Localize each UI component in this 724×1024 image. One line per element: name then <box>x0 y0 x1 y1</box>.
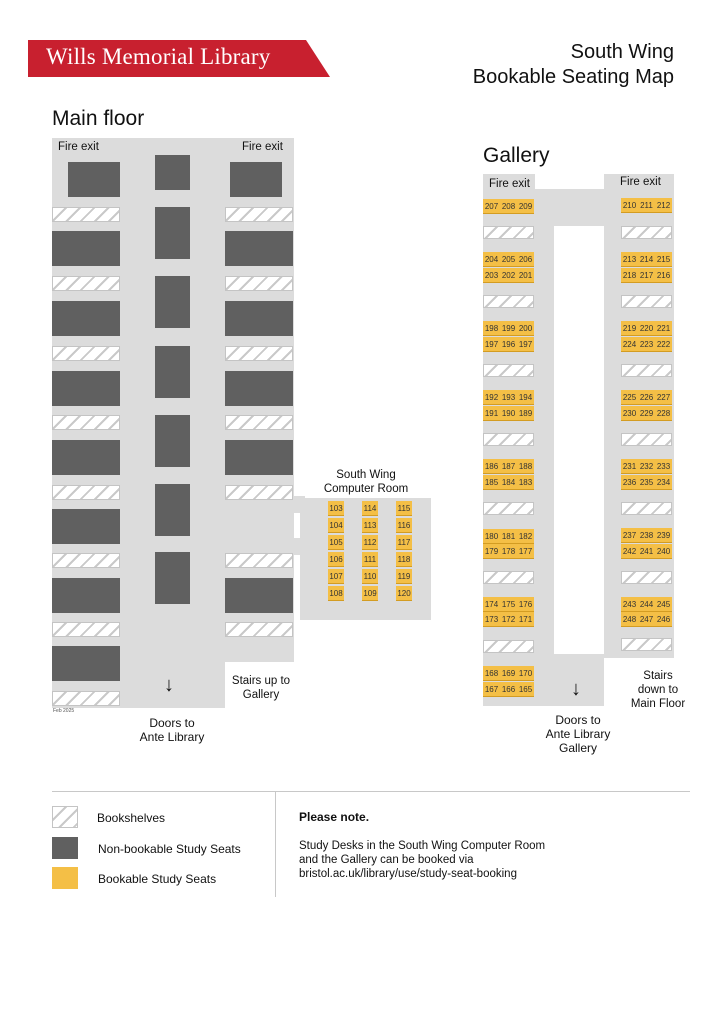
non-bookable-desk <box>225 578 293 613</box>
bookable-seat[interactable]: 104 <box>328 518 344 533</box>
bookable-seat[interactable]: 212 <box>655 198 672 213</box>
bookable-seat[interactable]: 240 <box>655 544 672 559</box>
bookable-seat[interactable]: 202 <box>500 268 517 283</box>
bookable-seat[interactable]: 246 <box>655 612 672 627</box>
bookable-seat[interactable]: 116 <box>396 518 412 533</box>
gallery-doors-line3: Gallery <box>558 741 597 755</box>
note-line3: bristol.ac.uk/library/use/study-seat-booking <box>299 868 517 880</box>
bookable-seat[interactable]: 244 <box>638 597 655 612</box>
bookable-seat[interactable]: 180 <box>483 529 500 544</box>
gallery-title: Gallery <box>483 144 550 167</box>
bookable-seat[interactable]: 215 <box>655 252 672 267</box>
gallery-stairs-line2: down to <box>637 684 679 696</box>
note-title: Please note. <box>299 810 370 824</box>
bookable-seat[interactable]: 183 <box>517 475 534 490</box>
bookshelf <box>621 364 672 377</box>
bookable-seat[interactable]: 201 <box>517 268 534 283</box>
bookable-seat[interactable]: 214 <box>638 252 655 267</box>
bookable-seat[interactable]: 165 <box>517 682 534 697</box>
bookable-seat[interactable]: 205 <box>500 252 517 267</box>
doors-line2: Ante Library <box>139 730 205 744</box>
stairs-up-line2: Gallery <box>242 689 280 701</box>
legend-bookshelves: Bookshelves <box>97 811 166 825</box>
bookable-seat[interactable]: 115 <box>396 501 412 516</box>
bookable-seat[interactable]: 185 <box>483 475 500 490</box>
bookable-seat[interactable]: 228 <box>655 406 672 421</box>
non-bookable-desk <box>155 552 190 604</box>
non-bookable-desk <box>155 207 190 259</box>
bookable-seat[interactable]: 221 <box>655 321 672 336</box>
bookshelf <box>52 691 120 706</box>
bookable-seat[interactable]: 203 <box>483 268 500 283</box>
bookable-seat[interactable]: 245 <box>655 597 672 612</box>
bookable-seat[interactable]: 166 <box>500 682 517 697</box>
bookshelf <box>52 415 120 430</box>
bookshelf <box>483 295 534 308</box>
doors-line1: Doors to <box>149 716 195 730</box>
bookable-seat[interactable]: 199 <box>500 321 517 336</box>
bookshelf <box>225 276 293 291</box>
bookable-seat[interactable]: 247 <box>638 612 655 627</box>
bookable-seat[interactable]: 167 <box>483 682 500 697</box>
bookable-seat[interactable]: 181 <box>500 529 517 544</box>
non-bookable-desk <box>52 371 120 406</box>
bookable-seat[interactable]: 216 <box>655 268 672 283</box>
bookable-seat[interactable]: 230 <box>621 406 638 421</box>
bookable-seat[interactable]: 204 <box>483 252 500 267</box>
bookable-seat[interactable]: 239 <box>655 528 672 543</box>
bookable-seat[interactable]: 223 <box>638 337 655 352</box>
down-arrow-icon: ↓ <box>164 674 174 696</box>
bookable-seat[interactable]: 110 <box>362 569 378 584</box>
stairs-up-line1: Stairs up to <box>231 675 291 687</box>
non-bookable-desk <box>225 371 293 406</box>
legend-bookable-swatch <box>52 867 78 889</box>
computer-room-title <box>305 468 427 496</box>
gallery-void <box>554 226 604 654</box>
gallery-doors-line2: Ante Library <box>545 727 611 741</box>
bookable-seat[interactable]: 111 <box>362 552 378 567</box>
bookable-seat[interactable]: 108 <box>328 586 344 601</box>
bookable-seat[interactable]: 235 <box>638 475 655 490</box>
map-title-line1: South Wing <box>570 41 674 63</box>
bookable-seat[interactable]: 217 <box>638 268 655 283</box>
bookshelf <box>483 226 534 239</box>
non-bookable-desk <box>225 301 293 336</box>
non-bookable-desk <box>155 415 190 467</box>
bookable-seat[interactable]: 224 <box>621 337 638 352</box>
bookable-seat[interactable]: 176 <box>517 597 534 612</box>
bookable-seat[interactable]: 188 <box>517 459 534 474</box>
legend-divider <box>52 791 690 792</box>
bookable-seat[interactable]: 209 <box>517 199 534 214</box>
bookable-seat[interactable]: 191 <box>483 406 500 421</box>
gallery-doors-line1: Doors to <box>555 713 601 727</box>
bookshelf <box>225 485 293 500</box>
gallery-stairs-label <box>622 669 694 711</box>
bookshelf <box>52 553 120 568</box>
bookable-seat[interactable]: 193 <box>500 390 517 405</box>
bookable-seat[interactable]: 194 <box>517 390 534 405</box>
bookable-seat[interactable]: 226 <box>638 390 655 405</box>
bookshelf <box>225 553 293 568</box>
bookable-seat[interactable]: 109 <box>362 586 378 601</box>
gallery-down-arrow-icon: ↓ <box>571 678 581 700</box>
bookable-seat[interactable]: 113 <box>362 518 378 533</box>
gallery-doors-label <box>532 713 624 755</box>
computer-room-line1: South Wing <box>336 469 396 481</box>
bookshelf <box>483 433 534 446</box>
bookable-seat[interactable]: 233 <box>655 459 672 474</box>
bookable-seat[interactable]: 225 <box>621 390 638 405</box>
bookable-seat[interactable]: 168 <box>483 666 500 681</box>
bookable-seat[interactable]: 237 <box>621 528 638 543</box>
bookable-seat[interactable]: 210 <box>621 198 638 213</box>
non-bookable-desk <box>155 276 190 328</box>
gallery-cutout <box>535 173 604 189</box>
bookshelf <box>52 207 120 222</box>
non-bookable-desk <box>225 440 293 475</box>
gallery-fire-exit-right: Fire exit <box>620 176 661 188</box>
bookshelf <box>621 638 672 651</box>
bookable-seat[interactable]: 175 <box>500 597 517 612</box>
bookable-seat[interactable]: 184 <box>500 475 517 490</box>
bookshelf <box>621 571 672 584</box>
bookable-seat[interactable]: 189 <box>517 406 534 421</box>
bookable-seat[interactable]: 119 <box>396 569 412 584</box>
bookable-seat[interactable]: 171 <box>517 612 534 627</box>
main-fire-exit-right: Fire exit <box>242 141 283 153</box>
brand-title: Wills Memorial Library <box>46 44 271 69</box>
bookable-seat[interactable]: 243 <box>621 597 638 612</box>
bookshelf <box>225 622 293 637</box>
bookable-seat[interactable]: 219 <box>621 321 638 336</box>
gallery-stairs-line3: Main Floor <box>630 698 686 710</box>
non-bookable-desk <box>230 162 282 197</box>
bookable-seat[interactable]: 213 <box>621 252 638 267</box>
bookable-seat[interactable]: 200 <box>517 321 534 336</box>
stairs-up-label <box>224 674 298 702</box>
main-floor-title: Main floor <box>52 107 145 130</box>
map-title-line2: Bookable Seating Map <box>472 66 674 88</box>
non-bookable-desk <box>155 484 190 536</box>
legend-non-bookable: Non-bookable Study Seats <box>98 842 241 856</box>
note-body <box>299 839 599 881</box>
bookable-seat[interactable]: 248 <box>621 612 638 627</box>
non-bookable-desk <box>52 231 120 266</box>
bookshelf <box>621 502 672 515</box>
bookable-seat[interactable]: 105 <box>328 535 344 550</box>
bookable-seat[interactable]: 178 <box>500 544 517 559</box>
bookable-seat[interactable]: 172 <box>500 612 517 627</box>
legend-non-bookable-swatch <box>52 837 78 859</box>
legend-bookable: Bookable Study Seats <box>98 872 217 886</box>
note-line2: and the Gallery can be booked via <box>299 854 474 866</box>
bookable-seat[interactable]: 227 <box>655 390 672 405</box>
bookable-seat[interactable]: 211 <box>638 198 655 213</box>
bookable-seat[interactable]: 236 <box>621 475 638 490</box>
bookable-seat[interactable]: 197 <box>517 337 534 352</box>
bookshelf <box>225 207 293 222</box>
map-title <box>473 40 674 90</box>
date-code: Feb 2025 <box>53 708 75 714</box>
bookshelf <box>52 276 120 291</box>
bookshelf <box>483 502 534 515</box>
bookshelf <box>225 415 293 430</box>
bookshelf <box>483 571 534 584</box>
bookable-seat[interactable]: 218 <box>621 268 638 283</box>
bookshelf <box>52 622 120 637</box>
bookable-seat[interactable]: 196 <box>500 337 517 352</box>
legend-bookshelf-swatch <box>52 806 78 828</box>
non-bookable-desk <box>52 578 120 613</box>
bookable-seat[interactable]: 206 <box>517 252 534 267</box>
bookable-seat[interactable]: 232 <box>638 459 655 474</box>
bookshelf <box>483 364 534 377</box>
bookable-seat[interactable]: 198 <box>483 321 500 336</box>
bookshelf <box>52 485 120 500</box>
legend-vertical-divider <box>275 792 276 897</box>
bookable-seat[interactable]: 117 <box>396 535 412 550</box>
non-bookable-desk <box>155 346 190 398</box>
bookable-seat[interactable]: 118 <box>396 552 412 567</box>
bookshelf <box>621 226 672 239</box>
doors-label <box>128 716 216 744</box>
non-bookable-desk <box>225 231 293 266</box>
bookable-seat[interactable]: 192 <box>483 390 500 405</box>
bookable-seat[interactable]: 174 <box>483 597 500 612</box>
bookable-seat[interactable]: 112 <box>362 535 378 550</box>
bookable-seat[interactable]: 179 <box>483 544 500 559</box>
bookable-seat[interactable]: 182 <box>517 529 534 544</box>
bookable-seat[interactable]: 197 <box>483 337 500 352</box>
bookable-seat[interactable]: 238 <box>638 528 655 543</box>
bookable-seat[interactable]: 107 <box>328 569 344 584</box>
bookable-seat[interactable]: 170 <box>517 666 534 681</box>
bookable-seat[interactable]: 208 <box>500 199 517 214</box>
bookable-seat[interactable]: 173 <box>483 612 500 627</box>
bookshelf <box>52 346 120 361</box>
bookshelf <box>225 346 293 361</box>
bookable-seat[interactable]: 231 <box>621 459 638 474</box>
bookable-seat[interactable]: 207 <box>483 199 500 214</box>
non-bookable-desk <box>155 155 190 190</box>
bookable-seat[interactable]: 241 <box>638 544 655 559</box>
bookable-seat[interactable]: 222 <box>655 337 672 352</box>
main-fire-exit-left: Fire exit <box>58 141 99 153</box>
bookable-seat[interactable]: 242 <box>621 544 638 559</box>
non-bookable-desk <box>52 440 120 475</box>
non-bookable-desk <box>52 646 120 681</box>
bookable-seat[interactable]: 234 <box>655 475 672 490</box>
non-bookable-desk <box>52 509 120 544</box>
non-bookable-desk <box>52 301 120 336</box>
bookable-seat[interactable]: 103 <box>328 501 344 516</box>
computer-room-line2: Computer Room <box>323 483 409 495</box>
note-line1: Study Desks in the South Wing Computer Room <box>299 840 546 852</box>
non-bookable-desk <box>68 162 120 197</box>
bookable-seat[interactable]: 190 <box>500 406 517 421</box>
gallery-stairs-line1: Stairs <box>643 670 673 682</box>
bookable-seat[interactable]: 114 <box>362 501 378 516</box>
gallery-fire-exit-left: Fire exit <box>489 178 530 190</box>
bookable-seat[interactable]: 229 <box>638 406 655 421</box>
bookable-seat[interactable]: 177 <box>517 544 534 559</box>
bookshelf <box>621 433 672 446</box>
bookable-seat[interactable]: 120 <box>396 586 412 601</box>
bookable-seat[interactable]: 220 <box>638 321 655 336</box>
bookable-seat[interactable]: 187 <box>500 459 517 474</box>
bookshelf <box>621 295 672 308</box>
bookable-seat[interactable]: 186 <box>483 459 500 474</box>
bookshelf <box>483 640 534 653</box>
bookable-seat[interactable]: 169 <box>500 666 517 681</box>
bookable-seat[interactable]: 106 <box>328 552 344 567</box>
